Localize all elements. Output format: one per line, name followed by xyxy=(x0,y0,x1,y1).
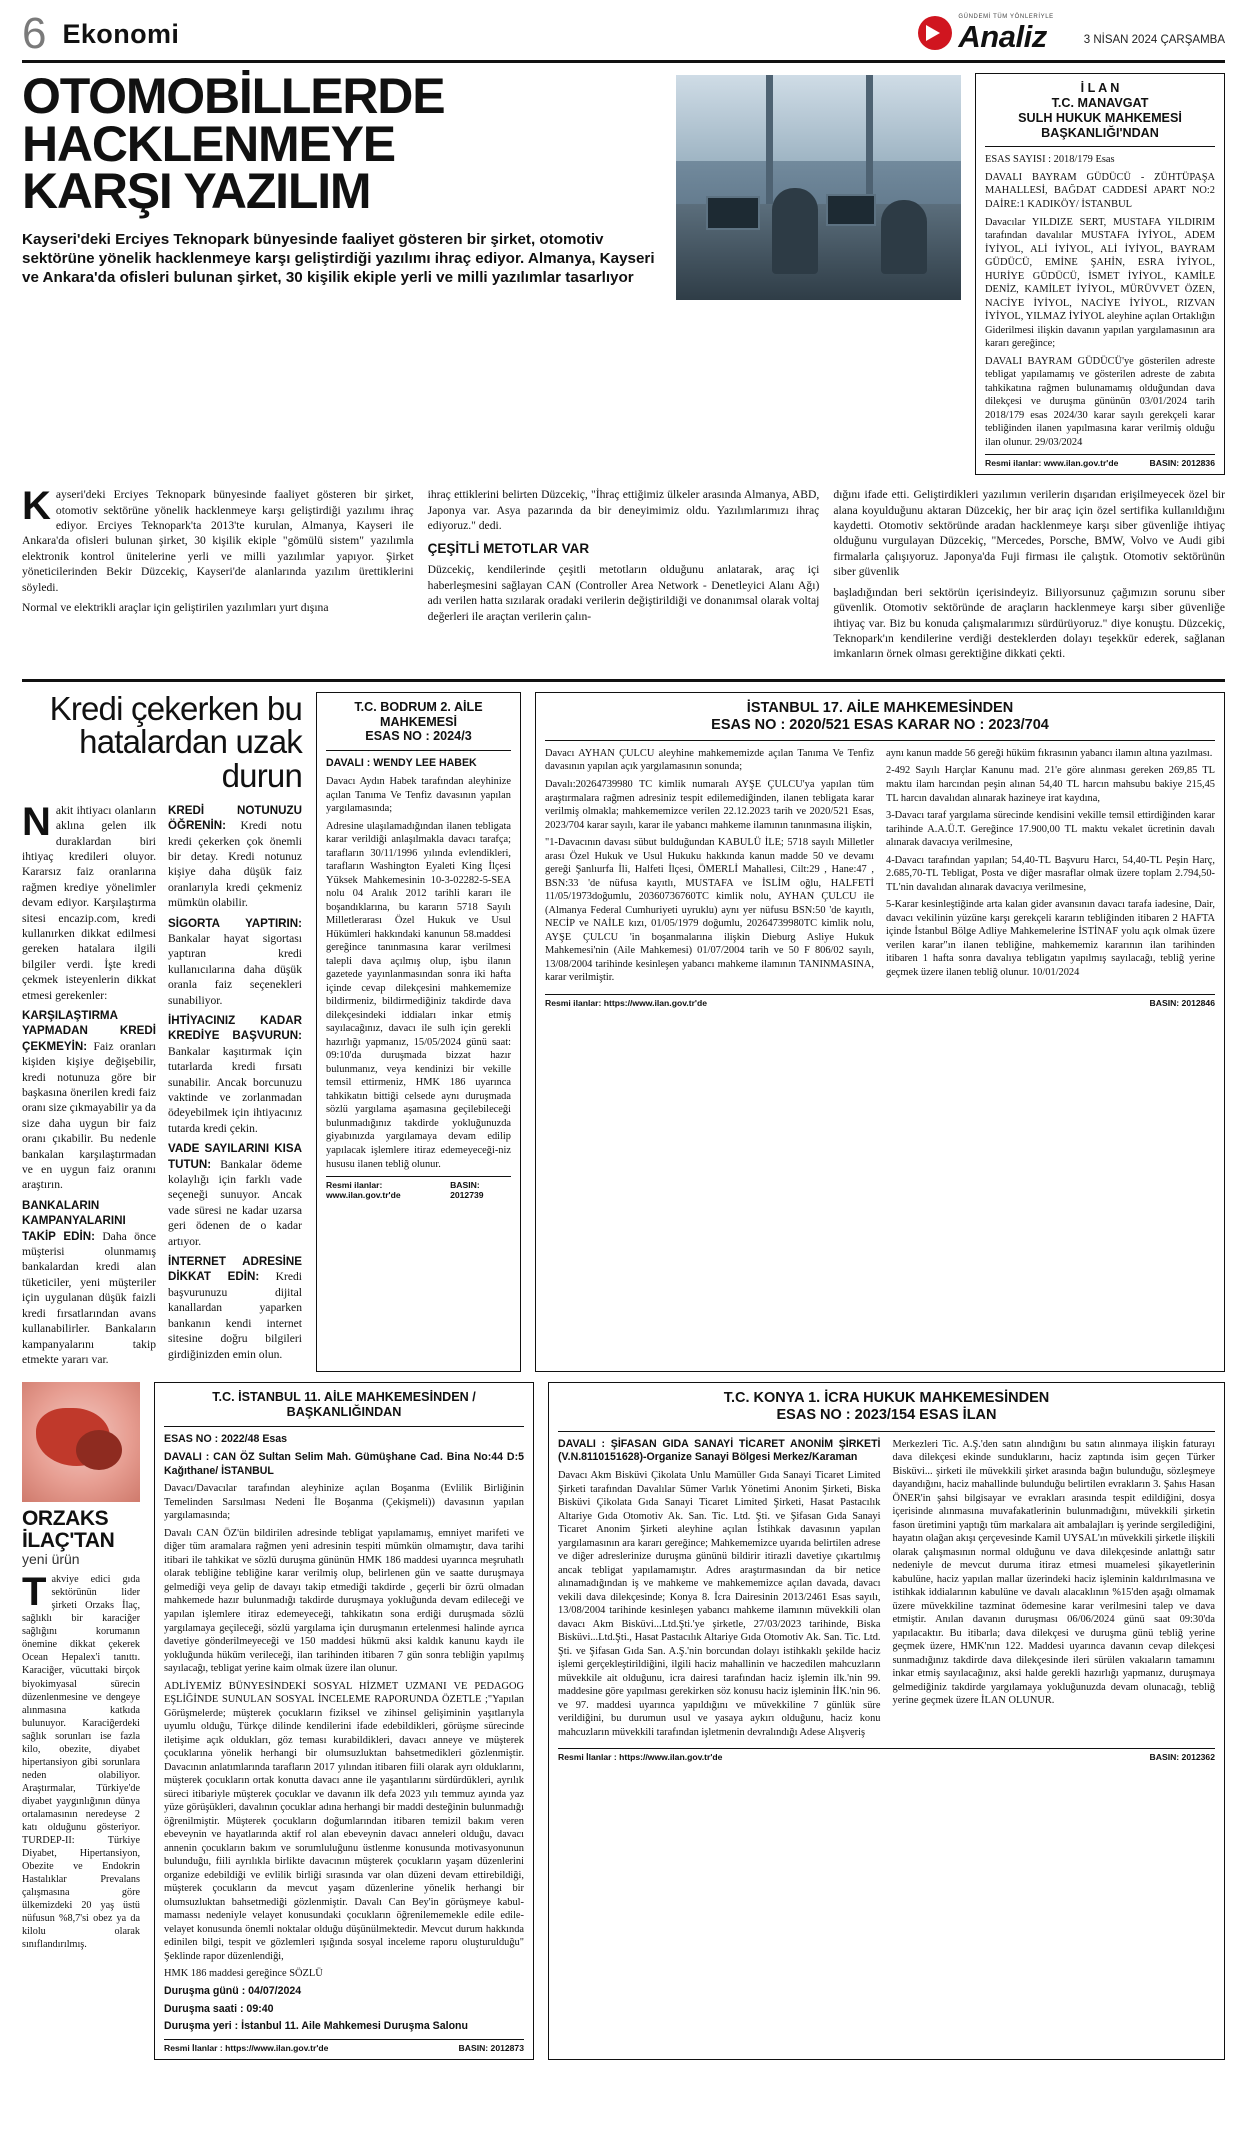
feature-credit-item-4 xyxy=(168,1013,302,1136)
liver-lobe-icon xyxy=(76,1430,122,1470)
liver-illustration xyxy=(22,1382,140,1502)
feature-credit-item-4-text: Bankalar kaşıtırmak için tutarlarda kredi fırsatı sunabilir. Ancak borcunuzu vaktinde ve zorlanmadan ödeyebilmek için ihtiyacınız tutarda kredi çekin. xyxy=(168,1044,302,1135)
feature-credit-item-0-text: Faiz oranları kişiden kişiye değişebilir, kredi notunuza göre bir başkasına önerilen kredi faiz oranı size çıkmayabilir ya da size daha uygun bir faiz oranı çıkabilir. Bu nedenle bankalan karşılaştırmadan ve en uygun faiz oranını araştırın. xyxy=(22,1039,156,1192)
notice-istanbul-17-title xyxy=(545,700,1215,741)
notice-istanbul-11-title-2: BAŞKANLIĞINDAN xyxy=(286,1405,402,1420)
notice-konya-title xyxy=(558,1390,1215,1431)
bottom-section xyxy=(22,1372,1225,2060)
notice-bodrum-title-1: T.C. BODRUM 2. AİLE xyxy=(354,699,483,714)
notice-istanbul-11-hearing-time: Duruşma saati : 09:40 xyxy=(164,2002,274,2015)
notice-manavgat-title-2: T.C. MANAVGAT xyxy=(1051,95,1149,110)
promo-orzaks xyxy=(22,1382,140,2060)
feature-credit-item-0 xyxy=(22,1008,156,1193)
notice-istanbul-11-p3: ADLİYEMİZ BÜNYESİNDEKİ SOSYAL HİZMET UZMANI VE PEDAGOG EŞLİĞİNDE SUNULAN SOSYAL İNCELEME RAPORUNDA ÖZETLE ;"Yapılan Görüşmelerde; müşterek çocukların fiziksel ve zihinsel gelişiminin yaşıtlarıyla uyumlu olduğu, Türkçe dilinde kendilerini ifade edebildikleri, görüşme sürecinde iletişime açık oldukları, göz teması kurabildikleri, davacı anneye ve müşterek çocuklarına yönelik herhangi bir olumsuzluktan bahsetmedikleri gözlenmiştir. Davacının anlatımlarında tarafların 2017 yılından itibaren fiili olarak ayrı olduklarını, müşterek çocukların ortak konutta davacı anne ile yaşantılarını sürdürdükleri, ayrılık süreci itibariyle müşterek çocuklar ve davanın ilk defa 2023 yılı temmuz ayında yaz yüze görüşükleri, davalının çocuklar adına herhangi bir maddi desteğinin bulunmadığı öğrenilmiştir. Müşterek çocukların doğumlarından itibaren temizil bakım veren ebeveynin ve hayatlarında aktif rol alan ebeveynin davacı anneleri olduğu, davacı annenin çocukların bakım ve sorumluluğunu üstlenme konusunda motivasyonunun bulunduğu, fiili ayrılıkla birlikte davacının müşterek çocukların yaşam düzenlerini organize edebildiği ve evlilik birliği sırasında var olan düzeni devam ettirebildiği, müşterek çocukların da mevcut yaşam düzenlerine yönelik herhangi bir olumsuzluktan bahsetmediği gözlenmiştir. Davalı Can Bey'in görüşmeye kabul-mamassı nedeniyle velayet konusundaki çocukların öğrenilememekle edile edile-velayet konusunda önemli noktalar olduğu düşünülmektedir. Mevcut durum hakkında edinilen bilgi, tespit ve gözlemleri ışığında sosyal inceleme raporu oluşturulduğu" Şeklinde rapor düzenlendiği, xyxy=(164,1680,524,1962)
lead-col1-p1: Kayseri'deki Erciyes Teknopark bünyesinde faaliyet gösteren bir şirket, otomotiv sektörüne yönelik hacklenmeye karşı geliştirdiği yazılımı ihraç ediyor. Erciyes Teknopark'ta 2013'te kurulan, Almanya, Kayseri ile Ankara'da ofisleri bulunan şirket, 30 kişilik ekiple "gömülü sistem" yazılımla elektronik kontrol ünitelerine yerli ve milli yazılımlar yapıyor. Şirket yöneticilerinden Bekir Düzcekiç, Kayseri'de alanlarında yazılım ürettiklerini söyledi. xyxy=(22,484,414,594)
notice-istanbul-11-title-1: T.C. İSTANBUL 11. AİLE MAHKEMESİNDEN / xyxy=(212,1390,476,1405)
feature-credit-headline-1: Kredi çekerken bu xyxy=(49,689,302,727)
notice-istanbul-11-p4: HMK 186 maddesi gereğince SÖZLÜ xyxy=(164,1968,323,1980)
feature-credit xyxy=(22,689,302,1373)
feature-credit-item-0-label: KARŞILAŞTIRMA YAPMADAN KREDİ ÇEKMEYİN: xyxy=(22,1008,156,1053)
promo-body-p1: Takviye edici gıda sektörünün lider şirketi Orzaks İlaç, sağlıklı bir karaciğer sağlığını korumanın önemine dikkat çekerek Ocean Hepalex'i tanıttı. Karaciğer, vücuttaki birçok biyokimyasal sürecin düzenlenmesine ve dengeye alınmasına katkıda bulunuyor. Karaciğerdeki sağlık sorunları ise fazla kilo, obezite, diyabet hipertansiyon gibi sorunlara neden olabiliyor. Araştırmalar, Türkiye'de diyabet yaygınlığının dünya ortalamasının neredeyse 2 katı olduğunu gösteriyor. TURDEP-II: Türkiye Diyabet, Hipertansiyon, Obezite ve Endokrin Hastalıklar Prevalans çalışmasına göre ülkemizdeki 20 yaş üstü nüfusun %8,7'si obez ya da kilolu olarak sınıflandırılmış. xyxy=(22,1570,140,1951)
lead-headline-line1: OTOMOBİLLERDE HACKLENMEYE xyxy=(22,68,445,172)
notice-istanbul-11-defendant: DAVALI : CAN ÖZ Sultan Selim Mah. Gümüşhane Cad. Bina No:44 D:5 Kağıthane/ İSTANBUL xyxy=(164,1450,524,1477)
lead-col-2 xyxy=(428,487,820,666)
feature-credit-item-5 xyxy=(168,1141,302,1249)
notice-bodrum-footer xyxy=(326,1176,511,1200)
lead-col-3 xyxy=(833,487,1225,666)
notice-istanbul-17-c1-p3: "1-Davacının davası sübut bulduğundan KABULÜ İLE; 5718 sayılı Milletler arası Özel Hukuk ve Usul Hukuku hakkında kanun madde 50 ve devamı gereği Şanlıurfa İli, Halfeti İlçesi, ÖMERLİ Mahallesi, Cilt:29 , Hane:47 , BSN:33 'de nüfusa kayıtlı, MUSTAFA ve İSLİM oğlu, HALFETİ 11/05/1973doğumlu, 20360736760TC kimlik nolu, AYHAN ÇULCU ile (Almanya Federal Cumhuriyeti uyruklu) aynı yer nüfusu BSN:50 'de kayıtlı, NECİP ve NAİLE kızı, 01/05/1979 doğumlu, 20264739980TC kimlik nolu, AYŞE ÇULCU 'in boşanmalarına ilişkin Dieburg Asliye Hukuk Mahkemesi'nin (Aile Mahkemesi) 01/07/2004 tarih ve 50 F 806/02 sayılı, 13/08/2004 tarihinde kesinleşen yabancı mahkeme ilamının TANINMASINA, karar verilmiştir. xyxy=(545,837,874,984)
notice-istanbul-17-col-1 xyxy=(545,747,874,989)
lead-story-left xyxy=(22,68,662,475)
notice-konya-col-2 xyxy=(893,1438,1216,1744)
notice-istanbul-17-columns xyxy=(545,747,1215,989)
feature-credit-item-4-label: İHTİYACINIZ KADAR KREDİYE BAŞVURUN: xyxy=(168,1013,302,1043)
masthead xyxy=(22,9,1225,63)
notice-manavgat-title-4: BAŞKANLIĞI'NDAN xyxy=(1041,125,1159,140)
feature-credit-item-6 xyxy=(168,1254,302,1362)
notice-istanbul-17-c2-p5: 5-Karar kesinleştiğinde arta kalan gider avansının davacı tarafa iadesine, Dair, davacı vekilinin yüzüne karşı gerekçeli kararın tebliğinden itibaren 2 HAFTA içinde İstanbul Bölge Adliye Mahkemelerine İSTİNAF yolu açık olmak üzere verilen karar"ın ilanen tebliğine, mahkememiz kararının ilan tarihinden itibaren 1 hafta sonra davalıya tebligatın yapılmış sayılacağı, tebliğ yerine geçmek üzere ilanen tebliğ olunur. 10/01/2024 xyxy=(886,899,1215,978)
notice-konya-c1-p1: Davacı Akm Bisküvi Çikolata Unlu Mamüller Gıda Sanayi Ticaret Limited Şirketi tarafından Davalılar Sümer Varlık Yönetimi Anonim Şirketi, Biska Bisküvi Çikolata Gıda Sanayi Ticaret Limited Şirketi, Hasat Pastacılık Altariye Gıda Otomotiv Ak. San. Tic. Ltd. Şti. ve Şifasan Gıda Sanayi Ticaret Anonim Şirketi aleyhine açılan İstihkak davasının yapılan yargılamasının ara kararı gereğince; Mahkememizce uyarıda belirtilen adrese ve diğer adreslerinize duruşma gününü bildirir itirazli davetiye çıkartılmış ancak tebligat yapılamamıştır. Adres araştırmasından da bir netice alınamadığından iş ve mahkeme ve mahkememizce açılan davada, davacı vekili dava dilekçesinde; Konya 8. İcra Dairesinin 2013/2461 Esas sayılı, 13/08/2004 tarihinde kesinleşen yabancı mahkeme ilamının müvekkili olan davacı Akm Bisküvi...Ltd.Şti.'ye şirketle, 27/03/2023 tarihinde, Biska Bisküvi...Ltd.Şti., Hasat Pastacılık Altariye Gıda Otomotiv Ak. San. Tic. Ltd. Şti. ve Şifasan Gıda San. A.Ş.'nin borcundan dolayı istihkaklı şekilde haciz işlemi gerçekleştirildiğini, ilgili haciz mahallinin ve haczedilen mahcuzların müvekkile ait olduğunu, icra dairesi tarafından haciz işlemin ilk.'nin 99. maddesine göre yapılması gerekirken söz konusu haciz işleminin İİK.'nin 96. ve 97. maddesi uyarınca yapıldığını ve müvekkiline 7 günlük süre verildiğini, bu durumun usul ve yasaya aykırı olduğunu, haciz konu mahcuzların müvekkili tarafından işletmenin devralındığı Adese Alışveriş xyxy=(558,1470,881,1738)
notice-istanbul-17-c1-p1: Davacı AYHAN ÇULCU aleyhine mahkememizde açılan Tanıma Ve Tenfiz davasının yapılan açık yargılamasının sonunda; xyxy=(545,747,874,773)
notice-konya-title-1: T.C. KONYA 1. İCRA HUKUK MAHKEMESİNDEN xyxy=(723,1390,1050,1407)
promo-title-2: İLAÇ'TAN xyxy=(22,1528,115,1552)
feature-credit-item-1 xyxy=(22,1198,156,1367)
notice-istanbul-17-source[interactable]: Resmi ilanlar: https://www.ilan.gov.tr'de xyxy=(545,997,708,1008)
notice-istanbul-17-c1-p2: Davalı:20264739980 TC kimlik numaralı AYŞE ÇULCU'ya yapılan tüm araştırmalara rağmen adresiniz tespit edilemediğinden, ilanen tebligata karar verilmiş olmakla; mahkememizce verilen 22.12.2023 tarih ve 2020/521 Esas, 2023/704 karar sayılı, karar ile yabancı mahkeme ilamının tanınmasına ilişkin, xyxy=(545,778,874,831)
notice-istanbul-11-hearing-date: Duruşma günü : 04/07/2024 xyxy=(164,1984,302,1997)
notice-istanbul-17-title-2: ESAS NO : 2020/521 ESAS KARAR NO : 2023/704 xyxy=(711,716,1049,733)
logo-wordmark: Analiz xyxy=(958,19,1047,54)
notice-manavgat-footer xyxy=(985,454,1215,468)
promo-title xyxy=(22,1508,140,1551)
lead-deck: Kayseri'deki Erciyes Teknopark bünyesinde faaliyet gösteren bir şirket, otomotiv sektörüne yönelik hacklenmeye karşı geliştirdiği yazılımı ihraç ediyor. Almanya, Kayseri ve Ankara'da ofisleri bulunan şirket, 30 kişilik ekiple yerli ve milli yazılımlar tasarlıyor xyxy=(22,230,655,287)
notice-konya-press-no: BASIN: 2012362 xyxy=(1149,1752,1215,1763)
notice-istanbul-17-c2-p1: aynı kanun madde 56 gereği hüküm fıkrasının yabancı ilamın altına yazılması. xyxy=(886,747,1213,759)
notice-istanbul-17-title-1: İSTANBUL 17. AİLE MAHKEMESİNDEN xyxy=(746,699,1014,716)
notice-bodrum-p2: Adresine ulaşılamadığından ilanen tebligata karar verildiği anlaşılmakla davacı tarafça; tarafların 30/11/1996 yılında evlendikleri, tarafların Washington Eyaleti King İlçesi Yüksek Mahkemesinin 10-3-02282-5-SEA nolu 04 Aralık 2012 tarihli kararı ile boşandıklarına, bu kararın 5718 Sayılı Milletlerarası Özel Hukuk ve Usul Hükümleri hakkındaki kanunun 58.maddesi gereğince tanınmasına karar verilmesi talepli dava açılmış olup, işbu ilanın gazetede yayınlanmasından sonra iki hafta içinde cevap dilekçesini mahkememize bildirmeniz, bildirmediğiniz takdirde dava dilekçesindeki iddiaları inkar etmiş sayılacağınız, davacı ile sulh için gerekli hazırlığı yapmanız, 15/05/2024 günü saat: 09:10'da duruşmada bizzat hazır bulunmanız, veya kendinizi bir vekille temsil ettirmeniz, HMK 186 uyarınca tahkikatın bittiği celsede aynı duruşmada sözlü yargılama aşamasına geçilebileceği bulunmadığınız takdirde yokluğunuzda giyabınızda yargılamaya devam edilip yapılacak işlemlere itiraz edemeyeceği-niz hususu ilanen tebliğ olunur. xyxy=(326,820,511,1170)
notice-manavgat-title-3: SULH HUKUK MAHKEMESİ xyxy=(1018,110,1182,125)
photo-monitor-2 xyxy=(826,194,876,226)
notice-konya-footer xyxy=(558,1748,1215,1762)
feature-credit-item-2-text: Kredi notu kredi çekerken çok önemli bir detay. Kredi notunuz kişiye daha düşük faiz oranlarıyla kredi çekmeniz mümkün olabilir. xyxy=(168,819,302,910)
promo-title-1: ORZAKS xyxy=(22,1507,109,1531)
notice-konya-c2-p1: Merkezleri Tic. A.Ş.'den satın alındığını bu satın alınmaya ilişkin faturayı dava dilekçesi ekinde sunduklarını, haciz zaptında isim geçen Türker Bisküvi... şirketi ile müvekkili şirket arasında bağın bulunduğu, sözleşmeye dayandığını, haciz mahallinde bulunduğu belirtilen evrakların 3. Şahıs Hasan ÖNER'in şahsi bilgisayar ve evrakları arasında tespit edildiğini, dosya içerisinde alınmasına muvafakatlerinin bulunmadığını, müvekkili şirketin fason üretimini yaptığı tüm markalara ait ambalajları iş yerinde sergilediğini, hayatın olağan akışı çerçevesinde Kamil UYSAL'ın müvekkili şirketle ilişkili olarak çalışmasının normal olduğunu ve dava dilekçesinde anlattığı satır nedeniyle de mevcut duruma itiraz etmesi muamelesi şikayetlerinin kabulüne, haciz yapılan mallar üzerindeki haciz işleminin kaldırılmasına ve istihkak iddialarının kabulüne ve davalı alacaklının %15'den aşağı olmamak üzere müvekkiline tazminat ödemesine karar verilmesini talep ve dava etmiştir. Anılan davanın duruşması 06/06/2024 günü saat 09:30'da yapılacaktır. Bu itibarla; dava dilekçesi ve duruşma günü tebliğ yerine geçmek üzere, HMK'nın 122. Maddesi uyarınca davanın cevap dilekçesi sunmadığınız takdirde dava dilekçesinde ileri sürülen vakıaların tamamını inkar etmiş sayılacağınız, aksi halde gerekli hazırlığı yapmanız, duruşmaya gelmediğiniz takdirde yargılamaya yokluğunuzda devam olunacağı, tebliğ yerine geçmek üzere İLAN OLUNUR. xyxy=(892,1438,1215,1707)
notice-istanbul-11 xyxy=(154,1382,534,2060)
notice-istanbul-11-press-no: BASIN: 2012873 xyxy=(458,2043,524,2054)
lead-headline xyxy=(22,68,662,219)
notice-bodrum-body xyxy=(326,757,511,1171)
notice-manavgat-body xyxy=(985,153,1215,449)
feature-credit-item-2-label: KREDİ NOTUNUZU ÖĞRENİN: xyxy=(168,803,302,833)
brand-logo xyxy=(918,14,1053,54)
lead-col3-p2: başladığından beri sektörün içerisindeyiz. Biliyorsunuz çağımızın sorunu siber güvenlik. Otomotiv sektöründe de araçların hacklenmeye karşı siber güvenliğe ihtiyaç var. Biz bu konuda çalışmalarımızı sürdürüyoruz." diye konuştu. Düzcekiç, Teknopark'ın kendilerine verdiği desteklerden dolayı teşekkür ederek, sağlanan imkanların örnek olması gerektiğine dikkati çekti. xyxy=(833,585,1225,661)
play-arrow-icon xyxy=(918,16,952,50)
notice-manavgat-p1: ESAS SAYISI : 2018/179 Esas xyxy=(985,154,1115,166)
feature-credit-item-3-label: SİGORTA YAPTIRIN: xyxy=(168,916,302,930)
lead-col1-p2: Normal ve elektrikli araçlar için geliştirilen yazılımları yurt dışına xyxy=(22,601,329,615)
page-number: 6 xyxy=(22,9,47,59)
notice-istanbul-17-c2-p2: 2-492 Sayılı Harçlar Kanunu mad. 21'e göre alınması gereken 269,85 TL maktu ilam harcından peşin alınan 54,40 TL harcın mahsubu bakiye 215,45 TL harcın davalıdan alınarak hazineye irat kaydına, xyxy=(886,765,1215,804)
feature-credit-item-2 xyxy=(168,803,302,911)
lead-col3-p1: dığını ifade etti. Geliştirdikleri yazılımın verilerin dışarıdan erişilmeyecek özel bir alana koyulduğunu aktaran Düzcekiç, her bir araç için özel sertifika kullanıldığını kaydetti. Otomotiv sektöründe aradan hacklenmeye karşı siber güvenliğe ihtiyaç olduğunu vurgulayan Düzcekiç, "Mercedes, Porsche, BMW, Volvo ve Audi gibi firmalarla çalışıyoruz. Japonya'da Fuji firması ile çalıştık. Otomotiv sektörünün siber güvenlik xyxy=(833,488,1225,579)
notice-bodrum-source[interactable]: Resmi ilanlar: www.ilan.gov.tr'de xyxy=(326,1180,401,1201)
notice-istanbul-11-footer xyxy=(164,2039,524,2053)
notice-bodrum-title-3: ESAS NO : 2024/3 xyxy=(365,729,472,744)
notice-istanbul-11-source[interactable]: Resmi İlanlar : https://www.ilan.gov.tr'de xyxy=(164,2043,329,2054)
notice-konya-columns xyxy=(558,1438,1215,1744)
notice-bodrum-p1: Davacı Aydın Habek tarafından aleyhinize açılan Tanıma Ve Tenfiz davasının yapılan yargılamasında; xyxy=(326,776,511,815)
feature-credit-col-2 xyxy=(168,803,302,1373)
notice-manavgat xyxy=(975,73,1225,475)
photo-window xyxy=(676,75,961,161)
notice-manavgat-source[interactable]: Resmi ilanlar: www.ilan.gov.tr'de xyxy=(985,458,1119,469)
notice-bodrum-press-no: BASIN: 2012739 xyxy=(450,1180,484,1201)
photo-person-1 xyxy=(772,188,818,274)
lead-headline-line2: KARŞI YAZILIM xyxy=(22,163,371,219)
feature-credit-intro: Nakit ihtiyacı olanların aklına gelen ilk duraklardan biri ihtiyaç kredileri oluyor. Kararsız faiz oranlarına rağmen krediye yönelimler devam ediyor. Karşılaştırma sitesi encazip.com, kredi kullanırken dikkat edilmesi gereken hatalara ilgili bilgiler verdi. İşte kredi çekmek isteyenlerin dikkat etmesi gerekenler: xyxy=(22,799,156,1002)
feature-credit-headline-2: hatalardan uzak durun xyxy=(79,723,302,795)
photo-person-2 xyxy=(881,200,927,274)
feature-credit-col-1 xyxy=(22,799,157,1373)
feature-credit-columns xyxy=(22,799,302,1373)
notice-istanbul-17-c2-p4: 4-Davacı tarafından yapılan; 54,40-TL Başvuru Harcı, 54,40-TL Peşin Harç, 2.685,70-TL Tebligat, Posta ve diğer masraflar olmak üzere toplam 2.794,50-TL'nin davalıdan alınarak davacıya verilmesine, xyxy=(886,854,1215,893)
feature-credit-item-6-label: İNTERNET ADRESİNE DİKKAT EDİN: xyxy=(168,1255,302,1284)
notice-bodrum-title-2: MAHKEMESİ xyxy=(380,714,457,729)
notice-manavgat-press-no: BASIN: 2012836 xyxy=(1149,458,1215,469)
mid-section xyxy=(22,682,1225,1373)
lead-col2-p2: Düzcekiç, kendilerinde çeşitli metotların olduğunu anlatarak, araç içi haberleşmesini sağlayan CAN (Controller Area Network - Denetleyici Alanı Ağı) adı verilen hatta sızılarak oradaki verilerin değiştirildiği ve donanımsal olarak voltaj değerleri ile araçtan verilerin çalın- xyxy=(427,563,820,623)
notice-manavgat-title xyxy=(985,81,1215,147)
notice-istanbul-17 xyxy=(535,692,1225,1373)
notice-istanbul-17-footer xyxy=(545,994,1215,1008)
feature-credit-item-5-label: VADE SAYILARINI KISA TUTUN: xyxy=(168,1142,302,1171)
promo-subtitle: yeni ürün xyxy=(22,1551,80,1568)
notice-konya-col-1 xyxy=(558,1438,881,1744)
lead-story-body xyxy=(22,484,1225,666)
lead-col2-subhead: ÇEŞİTLİ METOTLAR VAR xyxy=(427,541,590,557)
notice-istanbul-11-body xyxy=(164,1433,524,2034)
photo-monitor-1 xyxy=(706,196,760,230)
feature-credit-item-1-label: BANKALARIN KAMPANYALARINI TAKİP EDİN: xyxy=(22,1198,126,1243)
office-photo xyxy=(676,75,961,300)
notice-istanbul-11-title xyxy=(164,1390,524,1427)
notice-manavgat-p4: DAVALI BAYRAM GÜDÜCÜ'ye gösterilen adreste tebligat yapılamamış ve gösterilen adreste de zabıta tahkikatına rağmen bulunamamış olduğundan dava dilekçesi ve duruşma gününün 03/01/2024 tarih 2018/179 esas 2024/30 karar sayılı gerekçeli karar tebliğinden ilanen yapılmasına karar verilmiş olduğu ilan olunur. 29/03/2024 xyxy=(985,355,1215,448)
notice-istanbul-11-p2: Davalı CAN ÖZ'ün bildirilen adresinde tebligat yapılamamış, emniyet marifeti ve diğer tüm aramalara rağmen yeni adresinin tespiti mümkün olmamıştır, dava tarihi itibari ile tahkikat ve sözlü duruşma gününün HMK 186 maddesi uyarınca meşruhatlı olarak tebliğine tebliğine karar verilmiş olup, belirlenen gün ve saatte duruşmaya gelmediği veya gelip de davayı takip etmediği takdirde , geçerli bir özrü olmadan mahkemede hazır bulunmadığı takdirde duruşmaya yokluğunda devam edileceği ve yapılan işlemlere itiraz edemeyeceği, tahkikatın sona erdiği duruşmada sözlü yargılamaya geçileceği, sözlü yargılama için duruşmanın ertelenmesi halinde ayrıca davetiye gönderilmeyeceği ve 150 maddesi hükmü aksi kaldık kanunu kaydı ile yokluğunda hüküm verileceği, ilan tarihinden itibaren 7 gün sonra tebliğin yapılmış sayılacağı, tebligat yerine kaim olmak üzere ilan olunur. xyxy=(164,1527,524,1675)
publication-date: 3 NİSAN 2024 ÇARŞAMBA xyxy=(1083,34,1225,46)
feature-credit-item-5-text: Bankalar ödeme kolaylığı için farklı vade seçeneği sunuyor. Ancak vade süresi ne kadar uzarsa geri ödenen de o kadar artıyor. xyxy=(168,1157,302,1248)
lead-photo-block xyxy=(676,73,961,475)
notice-konya-title-2: ESAS NO : 2023/154 ESAS İLAN xyxy=(776,1407,997,1424)
notice-istanbul-17-press-no: BASIN: 2012846 xyxy=(1149,997,1215,1008)
top-section xyxy=(22,63,1225,475)
feature-credit-item-3 xyxy=(168,916,302,1008)
notice-istanbul-11-hearing-place: Duruşma yeri : İstanbul 11. Aile Mahkemesi Duruşma Salonu xyxy=(164,2020,468,2033)
section-title: Ekonomi xyxy=(62,19,180,49)
notice-bodrum xyxy=(316,692,521,1373)
logo-tagline: GÜNDEMİ TÜM YÖNLERİYLE xyxy=(958,14,1054,20)
feature-credit-item-6-text: Kredi başvurunuzu dijital kanallardan yaparken bankanın kendi internet sitesine doğru bilgileri girdiğinizden emin olun. xyxy=(168,1270,302,1361)
notice-konya xyxy=(548,1382,1225,2060)
notice-istanbul-11-case-no: ESAS NO : 2022/48 Esas xyxy=(164,1433,288,1446)
feature-credit-item-1-text: Daha önce müşterisi olunmamış bankalardan kredi alan tüketiciler, yeni müşteriler için uygulanan düşük faizli kredi fırsatlarından avans kullanabilirler. Bankaların kampanyalarını takip etmekte yararı var. xyxy=(22,1229,157,1366)
notice-istanbul-11-p1: Davacı/Davacılar tarafından aleyhinize açılan Boşanma (Evlilik Birliğinin Temelinden Sarsılması Nedeni İle Boşanma (Çekişmeli)) davasının yapılan yargılamasında; xyxy=(164,1483,524,1522)
notice-istanbul-17-c2-p3: 3-Davacı taraf yargılama sürecinde kendisini vekille temsil ettirdiğinden karar tarihinde A.A.Ü.T. Gereğince 17.900,00 TL maktu vekalet ücretinin davalı alınarak davacıya verilmesine, xyxy=(886,810,1215,849)
notice-manavgat-title-1: İ L A N xyxy=(1080,81,1120,95)
promo-body xyxy=(22,1570,140,1951)
notice-bodrum-defendant: DAVALI : WENDY LEE HABEK xyxy=(326,757,477,770)
logo-text xyxy=(958,14,1053,52)
lead-col2-p1: ihraç ettiklerini belirten Düzcekiç, "İhraç ettiğimiz ülkeler arasında Almanya, ABD, Japonya var. Asya pazarında da bir deneyimimiz oldu. Yazılımlarımızı ihraç ediyoruz." dedi. xyxy=(427,488,820,533)
notice-istanbul-17-col-2 xyxy=(886,747,1215,989)
notice-manavgat-p3: Davacılar YILDIZE SERT, MUSTAFA YILDIRIM tarafından davalılar MUSTAFA İYİYOL, ADEM İYİYOL, ALİ İYİYOL, ALİ İYİYOL, BAYRAM GÜDÜCÜ, EMİNE ŞAHİN, ESRA İYİYOL, HURİYE GÜDÜCÜ, İSMET İYİYOL, KAMİLE DENİZ, KAMİLET İYİYOL, MÜRÜVVET ÖZEN, NACİYE İYİYOL, NACİYE İYİYOL, RIZVAN İYİYOL, YILMAZ İYİYOL aleyhine açılan Ortaklığın Giderilmesi ilişkin davanın yapılan yargılamasının ara kararı gereğince; xyxy=(985,216,1215,350)
feature-credit-item-3-text: Bankalar hayat sigortası yaptıran kredi kullanıcılarına daha düşük oranla faiz seçenekleri sunabiliyor. xyxy=(168,931,302,1007)
feature-credit-headline xyxy=(22,689,302,795)
lead-col-1 xyxy=(22,484,414,666)
notice-konya-defendant: DAVALI : ŞİFASAN GIDA SANAYİ TİCARET ANONİM ŞİRKETİ (V.N.8110151628)-Organize Sanayi Bölgesi Merkez/Karaman xyxy=(558,1437,881,1464)
notice-manavgat-p2: DAVALI BAYRAM GÜDÜCÜ - ZÜHTÜPAŞA MAHALLESİ, BAĞDAT CADDESİ APART NO:2 DAİRE:1 KADIKÖY/ İSTANBUL xyxy=(985,171,1215,210)
notice-konya-source[interactable]: Resmi İlanlar : https://www.ilan.gov.tr'de xyxy=(558,1752,723,1763)
notice-bodrum-title xyxy=(326,700,511,752)
